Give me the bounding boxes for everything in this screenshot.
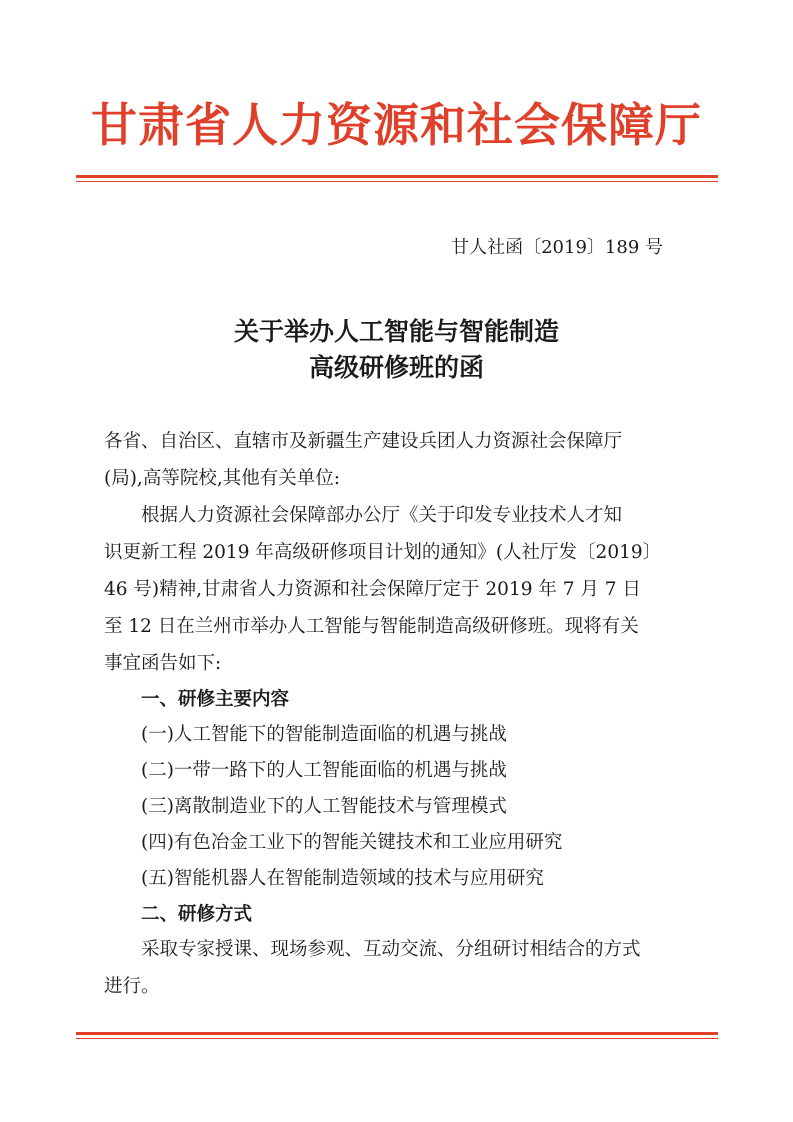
footer-divider [76, 1032, 718, 1039]
paragraph-line: 46 号)精神,甘肃省人力资源和社会保障厅定于 2019 年 7 月 7 日 [104, 579, 641, 600]
content-item: (五)智能机器人在智能制造领域的技术与应用研究 [104, 868, 544, 889]
document-number: 甘人社函〔2019〕189 号 [451, 237, 663, 258]
content-item: (二)一带一路下的人工智能面临的机遇与挑战 [104, 760, 507, 781]
section-heading-content: 一、研修主要内容 [104, 689, 290, 710]
content-item: (三)离散制造业下的人工智能技术与管理模式 [104, 796, 507, 817]
section-heading-method: 二、研修方式 [104, 904, 253, 925]
recipients-line2: (局),高等院校,其他有关单位: [104, 468, 340, 489]
content-item: (一)人工智能下的智能制造面临的机遇与挑战 [104, 724, 507, 745]
content-item: (四)有色冶金工业下的智能关键技术和工业应用研究 [104, 832, 563, 853]
org-masthead: 甘肃省人力资源和社会保障厅 [91, 98, 702, 152]
paragraph-line: 事宜函告如下: [104, 653, 222, 674]
document-title-line1: 关于举办人工智能与智能制造 [233, 317, 559, 346]
paragraph-line: 进行。 [104, 976, 160, 997]
masthead-divider [76, 175, 718, 182]
paragraph-line: 根据人力资源社会保障部办公厅《关于印发专业技术人才知 [104, 505, 623, 526]
paragraph-line: 采取专家授课、现场参观、互动交流、分组研讨相结合的方式 [104, 939, 641, 960]
document-title-line2: 高级研修班的函 [308, 353, 484, 382]
paragraph-line: 识更新工程 2019 年高级研修项目计划的通知》(人社厅发〔2019〕 [104, 542, 662, 563]
recipients-line1: 各省、自治区、直辖市及新疆生产建设兵团人力资源社会保障厅 [104, 431, 623, 452]
paragraph-line: 至 12 日在兰州市举办人工智能与智能制造高级研修班。现将有关 [104, 616, 639, 637]
